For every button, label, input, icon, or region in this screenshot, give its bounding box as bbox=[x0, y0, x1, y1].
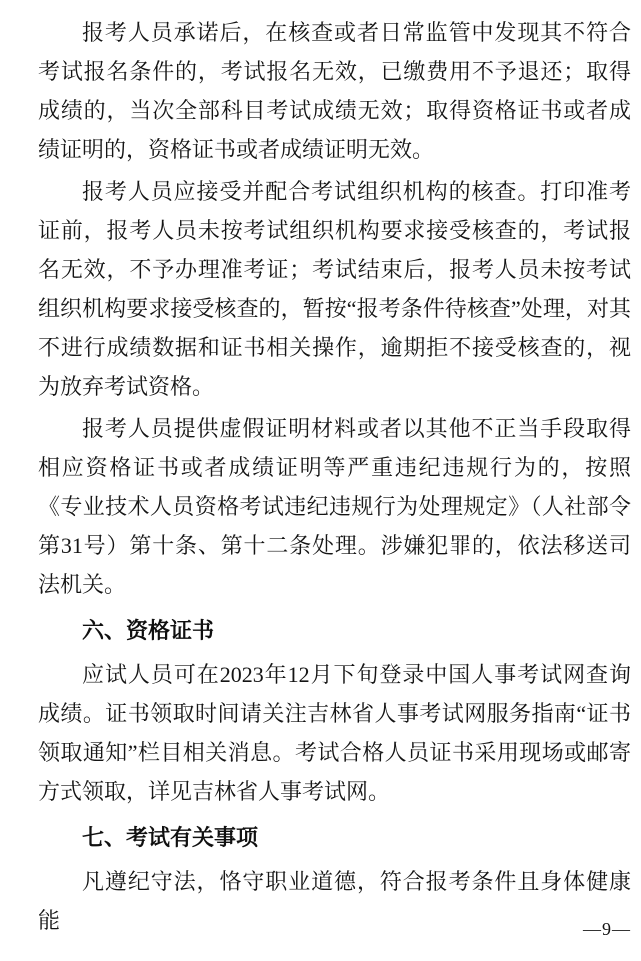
para-certificate-collection: 应试人员可在2023年12月下旬登录中国人事考试网查询成绩。证书领取时间请关注吉林省人事考试网服务指南“证书领取通知”栏目相关消息。考试合格人员证书采用现场或邮寄方式领取，详见吉林省人事考试网。 bbox=[38, 662, 631, 804]
para-fraud-handling: 报考人员提供虚假证明材料或者以其他不正当手段取得相应资格证书或者成绩证明等严重违纪违规行为的，按照《专业技术人员资格考试违纪违规行为处理规定》（人社部令第31号）第十条、第十二条处理。涉嫌犯罪的，依法移送司法机关。 bbox=[38, 416, 631, 597]
para-commitment-consequences: 报考人员承诺后，在核查或者日常监管中发现其不符合考试报名条件的，考试报名无效，已缴费用不予退还；取得成绩的，当次全部科目考试成绩无效；取得资格证书或者成绩证明的，资格证书或者成绩证明无效。 bbox=[38, 20, 631, 162]
heading-section-seven-exam-matters: 七、考试有关事项 bbox=[82, 825, 259, 850]
document-content bbox=[38, 13, 631, 943]
para-eligibility-intro: 凡遵纪守法，恪守职业道德，符合报考条件且身体健康能 bbox=[38, 869, 631, 933]
heading-section-six-certificate: 六、资格证书 bbox=[82, 618, 215, 643]
page-number: —9— bbox=[583, 919, 631, 939]
para-verification-cooperation: 报考人员应接受并配合考试组织机构的核查。打印准考证前，报考人员未按考试组织机构要求接受核查的，考试报名无效，不予办理准考证；考试结束后，报考人员未按考试组织机构要求接受核查的，暂按“报考条件待核查”处理，对其不进行成绩数据和证书相关操作，逾期拒不接受核查的，视为放弃考试资格。 bbox=[38, 179, 632, 399]
